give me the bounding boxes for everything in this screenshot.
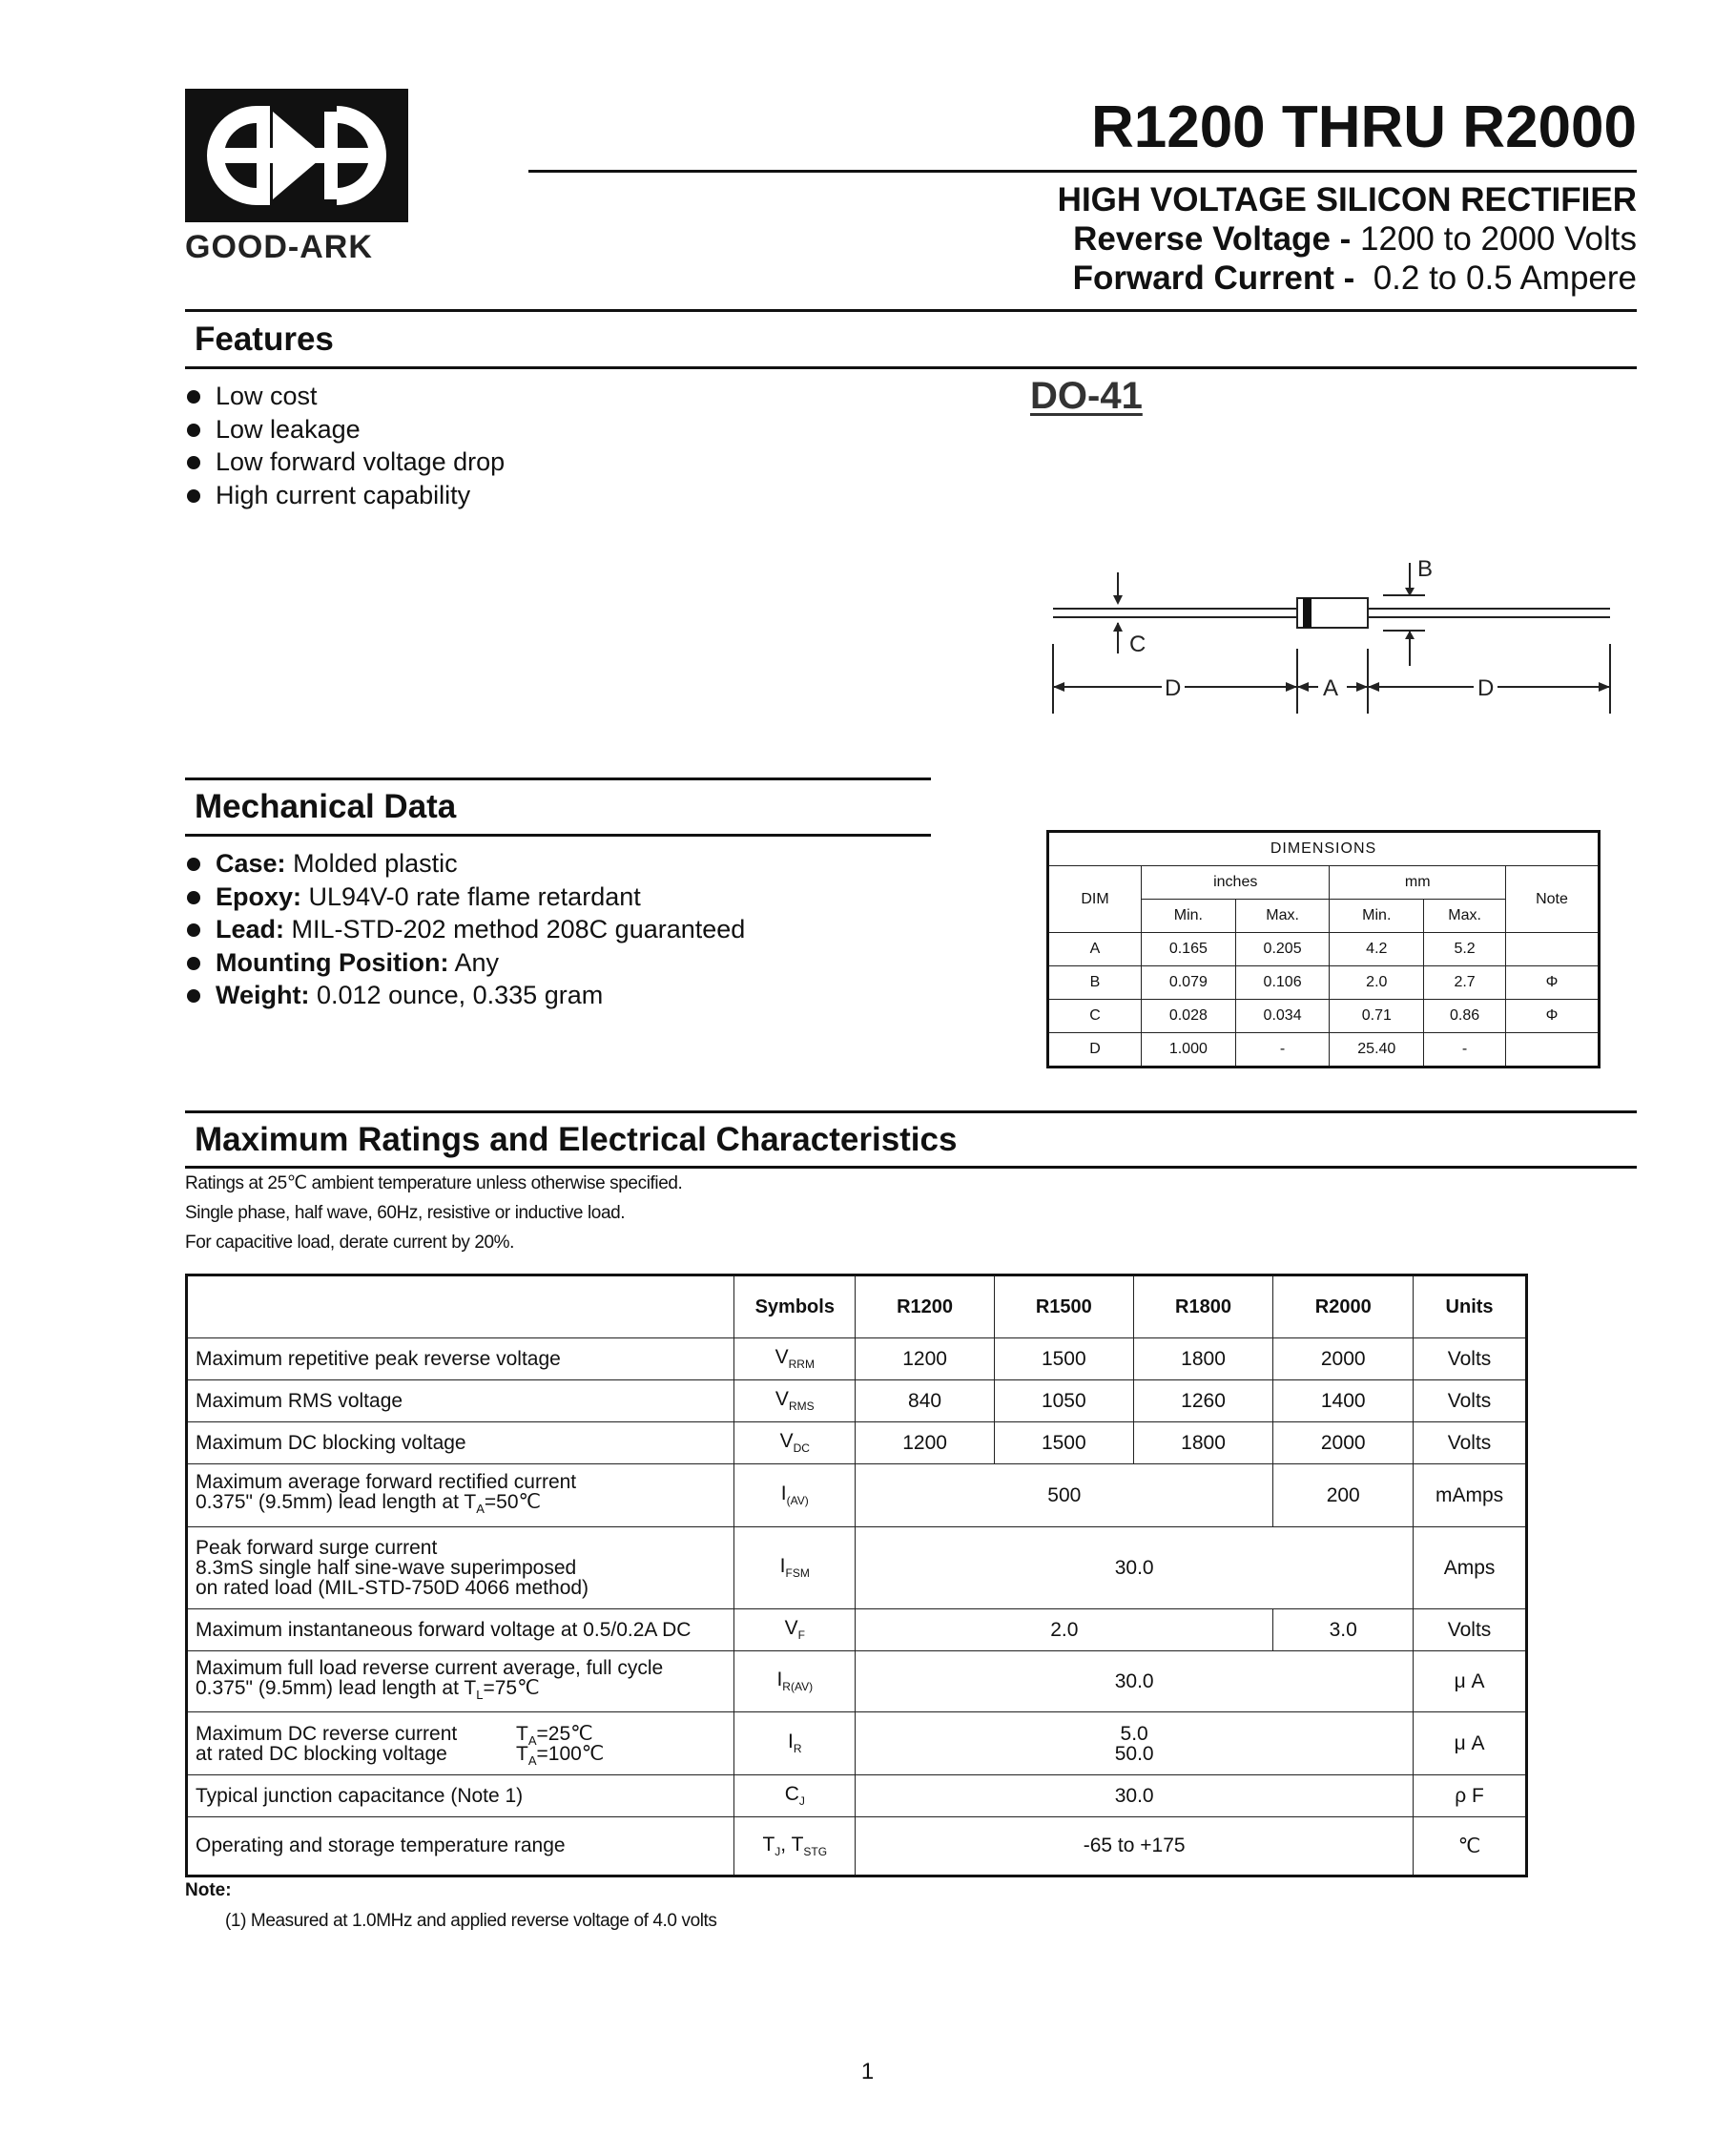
value-cell: 1500 <box>994 1422 1133 1464</box>
dim-row <box>1048 1000 1600 1033</box>
table-row <box>187 1817 1527 1876</box>
note-text: (1) Measured at 1.0MHz and applied reverse voltage of 4.0 volts <box>225 1911 717 1931</box>
title-divider <box>528 170 1637 173</box>
inches-header: inches <box>1142 866 1330 900</box>
ratings-divider <box>185 1166 1637 1169</box>
features-list <box>185 380 505 511</box>
mechanical-divider <box>185 834 931 837</box>
unit-cell: Volts <box>1414 1380 1527 1422</box>
note-header: Note <box>1506 866 1600 933</box>
mm-header: mm <box>1330 866 1506 900</box>
dim-cell: - <box>1424 1033 1506 1068</box>
mechanical-item: Lead: MIL-STD-202 method 208C guaranteed <box>185 913 745 946</box>
table-row <box>187 1464 1527 1527</box>
dim-row <box>1048 1033 1600 1068</box>
package-name: DO-41 <box>1030 375 1143 417</box>
min-header: Min. <box>1142 900 1236 933</box>
param-cell: Maximum instantaneous forward voltage at 0.5/0.2A DC <box>187 1609 734 1651</box>
mechanical-item: Case: Molded plastic <box>185 847 745 881</box>
symbol-cell: $V_{RRM}$ <box>734 1338 856 1380</box>
dim-cell: - <box>1235 1033 1330 1068</box>
value-cell: 1050 <box>994 1380 1133 1422</box>
dim-cell: B <box>1048 966 1142 1000</box>
note-title: Note: <box>185 1880 232 1900</box>
symbol-cell: $V_{DC}$ <box>734 1422 856 1464</box>
mechanical-item: Weight: 0.012 ounce, 0.335 gram <box>185 979 745 1012</box>
header-divider <box>185 309 1637 312</box>
value-cell: 200 <box>1273 1464 1414 1527</box>
dim-label-c: C <box>1129 632 1146 657</box>
symbols-header: Symbols <box>734 1275 856 1338</box>
reverse-voltage-label: Reverse Voltage - <box>1073 220 1352 258</box>
symbol-cell: $I_{R(AV)}$ <box>734 1651 856 1712</box>
max-header: Max. <box>1424 900 1506 933</box>
feature-item: Low leakage <box>185 413 505 446</box>
feature-item: Low forward voltage drop <box>185 446 505 479</box>
param-cell: Maximum full load reverse current average, full cycle 0.375" (9.5mm) lead length at $T_L=75℃$ <box>187 1651 734 1712</box>
symbol-cell: $T_J$, $T_{STG}$ <box>734 1817 856 1876</box>
dim-cell: 0.86 <box>1424 1000 1506 1033</box>
param-cell: Peak forward surge current 8.3mS single half sine-wave superimposed on rated load (MIL-STD-750D 4066 method) <box>187 1527 734 1609</box>
unit-cell: μ A <box>1414 1712 1527 1775</box>
r1800-header: R1800 <box>1133 1275 1273 1338</box>
value-cell: 840 <box>856 1380 995 1422</box>
features-divider <box>185 366 1637 369</box>
forward-current-value: 0.2 to 0.5 Ampere <box>1373 259 1637 297</box>
max-header: Max. <box>1235 900 1330 933</box>
forward-current-label: Forward Current - <box>1072 259 1355 297</box>
ratings-title: Maximum Ratings and Electrical Characteristics <box>195 1121 958 1158</box>
min-header: Min. <box>1330 900 1424 933</box>
dim-cell: C <box>1048 1000 1142 1033</box>
dimensions-table <box>1046 830 1601 1068</box>
unit-cell: mAmps <box>1414 1464 1527 1527</box>
ratings-note: Single phase, half wave, 60Hz, resistive or inductive load. <box>185 1203 626 1223</box>
forward-current-spec <box>1073 259 1637 298</box>
table-row <box>187 1775 1527 1817</box>
mechanical-item: Epoxy: UL94V-0 rate flame retardant <box>185 881 745 914</box>
unit-cell: ℃ <box>1414 1817 1527 1876</box>
brand-name: GOOD-ARK <box>185 229 373 265</box>
param-cell: Maximum RMS voltage <box>187 1380 734 1422</box>
value-cell: 1800 <box>1133 1338 1273 1380</box>
symbol-cell: $I_{FSM}$ <box>734 1527 856 1609</box>
page-number: 1 <box>860 2059 875 2084</box>
dim-label-d-left: D <box>1165 675 1182 701</box>
dim-cell: 0.028 <box>1142 1000 1236 1033</box>
param-cell: Typical junction capacitance (Note 1) <box>187 1775 734 1817</box>
param-cell: Maximum DC reverse current $T_A=25℃$ at rated DC blocking voltage $T_A=100℃$ <box>187 1712 734 1775</box>
value-cell: 2000 <box>1273 1422 1414 1464</box>
table-row <box>187 1527 1527 1609</box>
value-cell: 1200 <box>856 1338 995 1380</box>
dim-header: DIM <box>1048 866 1142 933</box>
value-cell: 1200 <box>856 1422 995 1464</box>
dim-cell: 0.71 <box>1330 1000 1424 1033</box>
symbol-cell: $V_{RMS}$ <box>734 1380 856 1422</box>
value-cell: 1400 <box>1273 1380 1414 1422</box>
reverse-voltage-value: 1200 to 2000 Volts <box>1360 220 1637 258</box>
unit-cell: Volts <box>1414 1422 1527 1464</box>
dim-cell: 2.7 <box>1424 966 1506 1000</box>
ratings-table <box>185 1274 1528 1877</box>
r1200-header: R1200 <box>856 1275 995 1338</box>
value-cell: -65 to +175 <box>856 1817 1414 1876</box>
unit-cell: Amps <box>1414 1527 1527 1609</box>
param-cell: Maximum repetitive peak reverse voltage <box>187 1338 734 1380</box>
value-cell: 1800 <box>1133 1422 1273 1464</box>
reverse-voltage-spec <box>1073 220 1637 259</box>
unit-cell: Volts <box>1414 1338 1527 1380</box>
dim-label-a: A <box>1323 675 1339 701</box>
features-title: Features <box>195 321 334 358</box>
dim-row <box>1048 933 1600 966</box>
table-row <box>187 1712 1527 1775</box>
mechanical-item: Mounting Position: Any <box>185 946 745 980</box>
value-cell: 1260 <box>1133 1380 1273 1422</box>
dim-cell <box>1506 1033 1600 1068</box>
param-cell: Operating and storage temperature range <box>187 1817 734 1876</box>
dim-cell: 5.2 <box>1424 933 1506 966</box>
table-row <box>187 1380 1527 1422</box>
table-row <box>187 1651 1527 1712</box>
value-cell: 30.0 <box>856 1651 1414 1712</box>
r1500-header: R1500 <box>994 1275 1133 1338</box>
dim-cell: 0.165 <box>1142 933 1236 966</box>
feature-item: High current capability <box>185 479 505 512</box>
table-row <box>187 1609 1527 1651</box>
dim-cell: 0.106 <box>1235 966 1330 1000</box>
symbol-cell: $C_J$ <box>734 1775 856 1817</box>
dim-row <box>1048 966 1600 1000</box>
mechanical-top-divider <box>185 777 931 780</box>
package-outline-drawing <box>1040 553 1621 720</box>
dimensions-title: DIMENSIONS <box>1048 832 1600 866</box>
dim-cell: Φ <box>1506 966 1600 1000</box>
param-cell: Maximum average forward rectified current 0.375" (9.5mm) lead length at $T_A=50℃$ <box>187 1464 734 1527</box>
dim-cell <box>1506 933 1600 966</box>
table-row <box>187 1338 1527 1380</box>
document-title: R1200 THRU R2000 <box>1090 94 1637 160</box>
value-cell: 1500 <box>994 1338 1133 1380</box>
ratings-top-divider <box>185 1110 1637 1113</box>
product-subtitle: HIGH VOLTAGE SILICON RECTIFIER <box>1057 181 1637 218</box>
value-cell: 2.0 <box>856 1609 1273 1651</box>
dim-cell: A <box>1048 933 1142 966</box>
value-cell: 500 <box>856 1464 1273 1527</box>
param-header <box>187 1275 734 1338</box>
value-cell: 5.0 50.0 <box>856 1712 1414 1775</box>
value-cell: 30.0 <box>856 1775 1414 1817</box>
dim-cell: Φ <box>1506 1000 1600 1033</box>
unit-cell: ρ F <box>1414 1775 1527 1817</box>
ratings-header-row <box>187 1275 1527 1338</box>
diode-logo-icon <box>185 89 408 222</box>
mechanical-title: Mechanical Data <box>195 788 457 825</box>
table-row <box>187 1422 1527 1464</box>
dim-label-b: B <box>1417 556 1434 582</box>
dim-cell: 1.000 <box>1142 1033 1236 1068</box>
ratings-note: For capacitive load, derate current by 20%. <box>185 1233 515 1253</box>
value-cell: 30.0 <box>856 1527 1414 1609</box>
unit-cell: μ A <box>1414 1651 1527 1712</box>
dim-cell: 25.40 <box>1330 1033 1424 1068</box>
symbol-cell: $I_R$ <box>734 1712 856 1775</box>
value-cell: 3.0 <box>1273 1609 1414 1651</box>
symbol-cell: $I_{(AV)}$ <box>734 1464 856 1527</box>
ratings-note: Ratings at 25℃ ambient temperature unless otherwise specified. <box>185 1173 683 1193</box>
param-cell: Maximum DC blocking voltage <box>187 1422 734 1464</box>
feature-item: Low cost <box>185 380 505 413</box>
dim-cell: 2.0 <box>1330 966 1424 1000</box>
unit-cell: Volts <box>1414 1609 1527 1651</box>
value-cell: 2000 <box>1273 1338 1414 1380</box>
dim-cell: 0.034 <box>1235 1000 1330 1033</box>
company-logo <box>185 89 408 222</box>
r2000-header: R2000 <box>1273 1275 1414 1338</box>
dim-cell: 0.079 <box>1142 966 1236 1000</box>
dim-label-d-right: D <box>1477 675 1495 701</box>
dim-cell: D <box>1048 1033 1142 1068</box>
dim-cell: 4.2 <box>1330 933 1424 966</box>
units-header: Units <box>1414 1275 1527 1338</box>
symbol-cell: $V_F$ <box>734 1609 856 1651</box>
mechanical-list <box>185 847 745 1012</box>
dim-cell: 0.205 <box>1235 933 1330 966</box>
